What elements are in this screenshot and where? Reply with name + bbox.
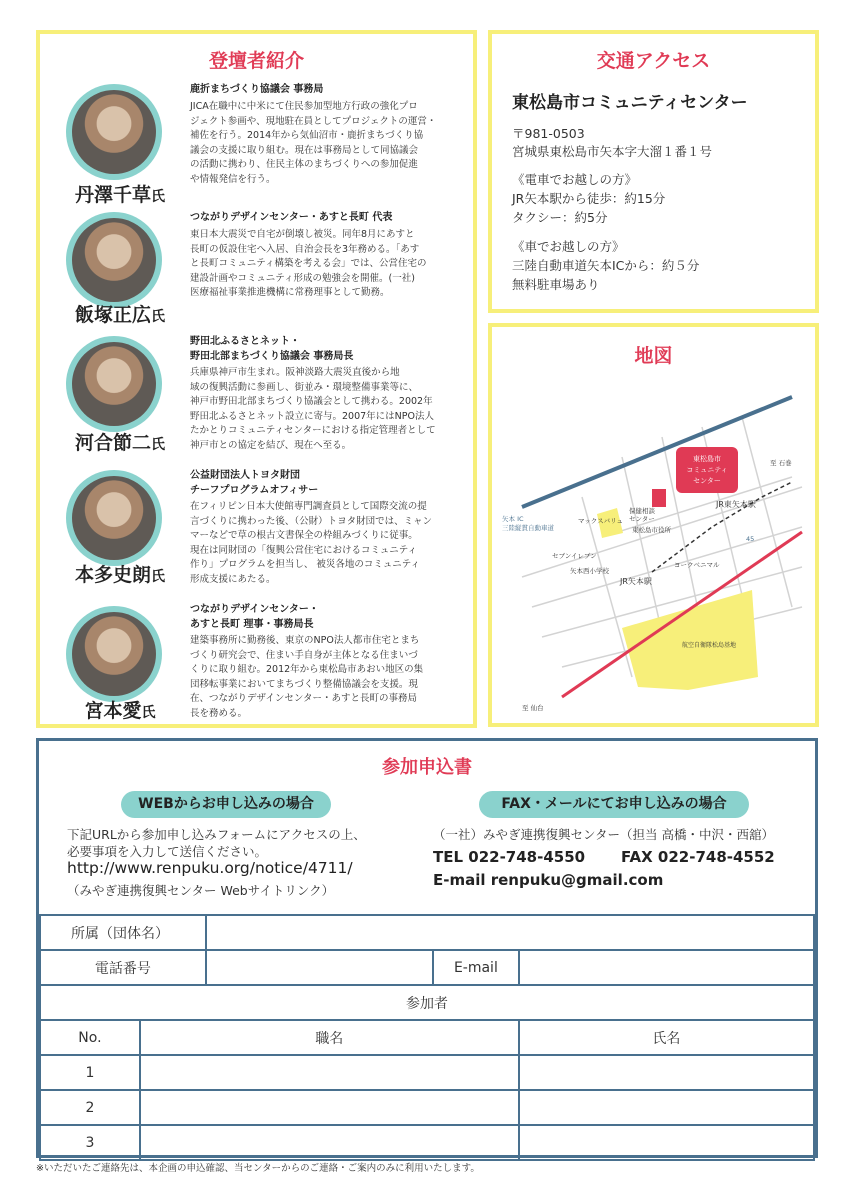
speaker-role: 鹿折まちづくり協議会 事務局 bbox=[190, 84, 324, 95]
footnote: ※いただいたご連絡先は、本企画の申込確認、当センターからのご連絡・ご案内のみに利用いたします。 bbox=[36, 1163, 480, 1174]
speaker-bio: JICA在職中に中米にて住民参加型地方行政の強化プロ ジェクト参画や、現地駐在員としてプロジェクトの運営・ 補佐を行う。2014年から気仙沼市・鹿折まちづくり協 議会の支援に取り組む。現在は事務局として同協議会 の活動に携わり、住民主体のまちづくりへの参加促進 や情報発信を行う。 bbox=[190, 101, 437, 185]
table-row bbox=[40, 1090, 814, 1125]
car-heading: 《車でお越しの方》 bbox=[512, 239, 625, 254]
title-field[interactable] bbox=[140, 1055, 519, 1090]
postal-code: 〒981-0503 bbox=[512, 126, 585, 141]
car-route: 三陸自動車道矢本ICから：約５分 bbox=[512, 258, 700, 273]
name-field[interactable] bbox=[519, 1055, 814, 1090]
label-city-hall: 東松島市役所 bbox=[632, 526, 671, 534]
label-yamoto-station: JR矢本駅 bbox=[620, 577, 652, 586]
label-sanriku: 三陸縦貫自動車道 bbox=[502, 524, 554, 532]
address: 宮城県東松島市矢本字大溜１番１号 bbox=[512, 144, 713, 159]
row-number: 2 bbox=[40, 1090, 140, 1125]
col-title: 職名 bbox=[140, 1020, 519, 1055]
affiliation-field[interactable] bbox=[206, 915, 814, 950]
train-walk: JR矢本駅から徒歩：約15分 bbox=[512, 191, 666, 206]
label-hoken: 保健相談センター bbox=[629, 507, 655, 523]
car-parking: 無料駐車場あり bbox=[512, 277, 600, 292]
col-no: No. bbox=[40, 1020, 140, 1055]
speaker-bio: 在フィリピン日本大使館専門調査員として国際交流の提 言づくりに携わった後、（公財）トヨタ財団では、ミャン マーなどで草の根古文書保全の枠組みづくりに従事。 現在は同財団の「復興公営住宅におけるコミュニティ 作り」プログラムを担当し、 被災各地のコミュニティ 形成支援にあたる。 bbox=[190, 501, 432, 585]
map-panel bbox=[488, 323, 819, 727]
label-seven: セブンイレブン bbox=[552, 552, 597, 560]
phone-field[interactable] bbox=[206, 950, 433, 985]
application-table bbox=[39, 914, 815, 1161]
title-field[interactable] bbox=[140, 1090, 519, 1125]
web-instruction-1: 下記URLから参加申し込みフォームにアクセスの上、 bbox=[67, 827, 366, 842]
speaker-role: つながりデザインセンター・あすと長町 代表 bbox=[190, 212, 393, 223]
speaker-photo bbox=[66, 336, 162, 432]
label-yamoto-ic: 矢本 IC bbox=[502, 515, 524, 523]
label-airbase: 航空自衛隊松島基地 bbox=[682, 642, 737, 649]
speaker-bio: 兵庫県神戸市生まれ。阪神淡路大震災直後から地 域の復興活動に参画し、街並み・環境整備事業等に、 神戸市野田北部まちづくり協議会として携わる。2002年 野田北ふるさとネット設立に寄与。2007年にはNPO法人 たかとりコミュニティセンターにおける指定管理者として 神戸市との協定を結び、現在へ至る。 bbox=[190, 367, 436, 451]
table-row bbox=[40, 1125, 814, 1160]
center-marker bbox=[652, 489, 666, 507]
speaker-name: 本多史朗氏 bbox=[74, 564, 165, 586]
speakers-panel bbox=[36, 30, 477, 728]
speaker-name: 宮本愛氏 bbox=[84, 700, 156, 722]
name-field[interactable] bbox=[519, 1090, 814, 1125]
email-field[interactable] bbox=[519, 950, 814, 985]
access-title: 交通アクセス bbox=[596, 50, 711, 72]
label-route45: 45 bbox=[746, 535, 755, 543]
row-number: 1 bbox=[40, 1055, 140, 1090]
fax-pill: FAX・メールにてお申し込みの場合 bbox=[479, 791, 749, 818]
form-title: 参加申込書 bbox=[382, 757, 472, 778]
application-form bbox=[36, 738, 818, 1158]
fax-number: FAX 022-748-4552 bbox=[621, 848, 775, 866]
speaker-role: つながりデザインセンター・ あすと長町 理事・事務局長 bbox=[190, 604, 319, 630]
speaker-photo bbox=[66, 470, 162, 566]
participants-header: 参加者 bbox=[40, 985, 814, 1020]
label-ishinomaki: 至 石巻 bbox=[770, 459, 792, 467]
label-maxvalu: マックスバリュ bbox=[578, 517, 623, 525]
train-heading: 《電車でお越しの方》 bbox=[512, 172, 638, 187]
speaker-bio: 東日本大震災で自宅が倒壊し被災。同年8月にあすと 長町の仮設住宅へ入居、自治会長を3年務める。「あす と長町コミュニティ構築を考える会」では、公営住宅の 建設計画やコミュニティ形成の勉強会を開催。(一社) 医療福祉事業推進機構に常務理事として勤務。 bbox=[190, 229, 427, 298]
affiliation-label: 所属（団体名） bbox=[40, 915, 206, 950]
area-map[interactable] bbox=[502, 377, 807, 717]
speaker-role: 野田北ふるさとネット・ 野田北部まちづくり協議会 事務局長 bbox=[190, 336, 354, 362]
name-field[interactable] bbox=[519, 1125, 814, 1160]
speaker-photo bbox=[66, 212, 162, 308]
web-pill: WEBからお申し込みの場合 bbox=[121, 791, 331, 818]
center-label: 東松島市コミュニティセンター bbox=[686, 455, 728, 485]
speaker-name: 河合節二氏 bbox=[74, 432, 165, 454]
speaker-bio: 建築事務所に勤務後、東京のNPO法人都市住宅とまち づくり研究会で、住まい手自身が主体となる住まいづ くりに取り組む。2012年から東松島市あおい地区の集 団移転事業においてまちづくり整備協議会を支援。現 在、つながりデザインセンター・あすと長町の事務局 長を務める。 bbox=[190, 635, 424, 719]
speaker-name: 丹澤千草氏 bbox=[74, 184, 165, 206]
phone-label: 電話番号 bbox=[40, 950, 206, 985]
web-url-note: （みやぎ連携復興センター Webサイトリンク） bbox=[67, 883, 335, 898]
venue-name: 東松島市コミュニティセンター bbox=[512, 93, 748, 113]
org-contact: （一社）みやぎ連携復興センター（担当 高橋・中沢・西舘） bbox=[433, 827, 774, 842]
speakers-title: 登壇者紹介 bbox=[208, 50, 304, 72]
label-york: ヨークベニマル bbox=[674, 561, 720, 569]
speaker-photo bbox=[66, 84, 162, 180]
map-title: 地図 bbox=[634, 345, 673, 367]
label-sendai: 至 仙台 bbox=[522, 704, 544, 712]
table-row bbox=[40, 1055, 814, 1090]
access-panel bbox=[488, 30, 819, 313]
email-label: E-mail bbox=[433, 950, 519, 985]
speaker-photo bbox=[66, 606, 162, 702]
email-address[interactable]: E-mail renpuku@gmail.com bbox=[433, 871, 664, 889]
title-field[interactable] bbox=[140, 1125, 519, 1160]
train-taxi: タクシー：約5分 bbox=[512, 210, 608, 225]
row-number: 3 bbox=[40, 1125, 140, 1160]
speaker-name: 飯塚正広氏 bbox=[74, 304, 165, 326]
label-school: 矢本西小学校 bbox=[570, 567, 609, 575]
col-name: 氏名 bbox=[519, 1020, 814, 1055]
tel-number: TEL 022-748-4550 bbox=[433, 848, 586, 866]
web-instruction-2: 必要事項を入力して送信ください。 bbox=[67, 844, 268, 859]
label-higashi-yamoto: JR東矢本駅 bbox=[716, 500, 756, 509]
speaker-role: 公益財団法人トヨタ財団 チーフプログラムオフィサー bbox=[190, 470, 319, 496]
web-url[interactable]: http://www.renpuku.org/notice/4711/ bbox=[67, 859, 353, 877]
